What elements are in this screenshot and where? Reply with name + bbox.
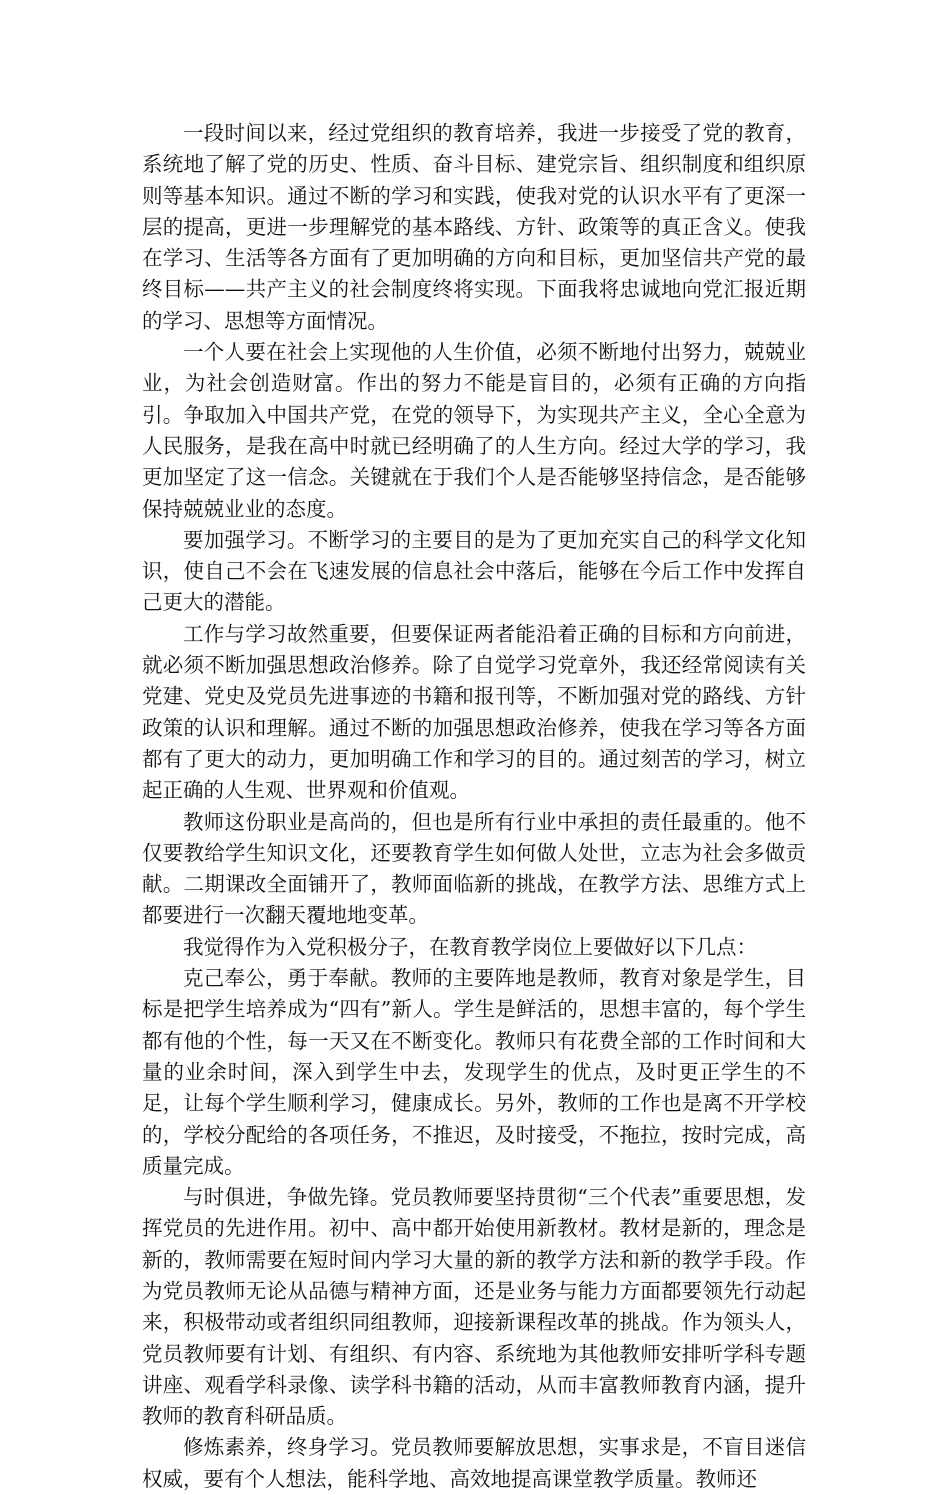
paragraph-intro: 一段时间以来，经过党组织的教育培养，我进一步接受了党的教育，系统地了解了党的历史、性质、奋斗目标、建党宗旨、组织制度和组织原则等基本知识。通过不断的学习和实践，使我对党的认识水平有了更深一层的提高，更进一步理解党的基本路线、方针、政策等的真正含义。使我在学习、生活等各方面有了更加明确的方向和目标，更加坚信共产党的最终目标——共产主义的社会制度终将实现。下面我将忠诚地向党汇报近期的学习、思想等方面情况。 (142, 121, 806, 333)
document-body (142, 118, 806, 1495)
paragraph-teacher-profession: 教师这份职业是高尚的，但也是所有行业中承担的责任最重的。他不仅要教给学生知识文化，还要教育学生如何做人处世，立志为社会多做贡献。二期课改全面铺开了，教师面临新的挑战，在教学方法、思维方式上都要进行一次翻天覆地地变革。 (142, 809, 806, 928)
paragraph-pioneer: 与时俱进，争做先锋。党员教师要坚持贯彻“三个代表”重要思想，发挥党员的先进作用。初中、高中都开始使用新教材。教材是新的，理念是新的，教师需要在短时间内学习大量的新的教学方法和新的教学手段。作为党员教师无论从品德与精神方面，还是业务与能力方面都要领先行动起来，积极带动或者组织同组教师，迎接新课程改革的挑战。作为领头人，党员教师要有计划、有组织、有内容、系统地为其他教师安排听学科专题讲座、观看学科录像、读学科书籍的活动，从而丰富教师教育内涵，提升教师的教育科研品质。 (142, 1185, 806, 1429)
paragraph-life-value: 一个人要在社会上实现他的人生价值，必须不断地付出努力，兢兢业业，为社会创造财富。作出的努力不能是盲目的，必须有正确的方向指引。争取加入中国共产党，在党的领导下，为实现共产主义，全心全意为人民服务，是我在高中时就已经明确了的人生方向。经过大学的学习，我更加坚定了这一信念。关键就在于我们个人是否能够坚持信念，是否能够保持兢兢业业的态度。 (142, 340, 806, 521)
paragraph-political-cultivation: 工作与学习故然重要，但要保证两者能沿着正确的目标和方向前进，就必须不断加强思想政治修养。除了自觉学习党章外，我还经常阅读有关党建、党史及党员先进事迹的书籍和报刊等，不断加强对党的路线、方针政策的认识和理解。通过不断的加强思想政治修养，使我在学习等各方面都有了更大的动力，更加明确工作和学习的目的。通过刻苦的学习，树立起正确的人生观、世界观和价值观。 (142, 621, 806, 803)
paragraph-key-points-intro: 我觉得作为入党积极分子，在教育教学岗位上要做好以下几点： (183, 934, 757, 959)
paragraph-lifelong-learning: 修炼素养，终身学习。党员教师要解放思想，实事求是，不盲目迷信权威，要有个人想法，能科学地、高效地提高课堂教学质量。教师还 (142, 1435, 806, 1491)
paragraph-study: 要加强学习。不断学习的主要目的是为了更加充实自己的科学文化知识，使自己不会在飞速发展的信息社会中落后，能够在今后工作中发挥自己更大的潜能。 (142, 527, 806, 615)
paragraph-dedication: 克己奉公，勇于奉献。教师的主要阵地是教师，教育对象是学生，目标是把学生培养成为“四有”新人。学生是鲜活的，思想丰富的，每个学生都有他的个性，每一天又在不断变化。教师只有花费全部的工作时间和大量的业余时间，深入到学生中去，发现学生的优点，及时更正学生的不足，让每个学生顺利学习，健康成长。另外，教师的工作也是离不开学校的，学校分配给的各项任务，不推迟，及时接受，不拖拉，按时完成，高质量完成。 (142, 966, 806, 1178)
